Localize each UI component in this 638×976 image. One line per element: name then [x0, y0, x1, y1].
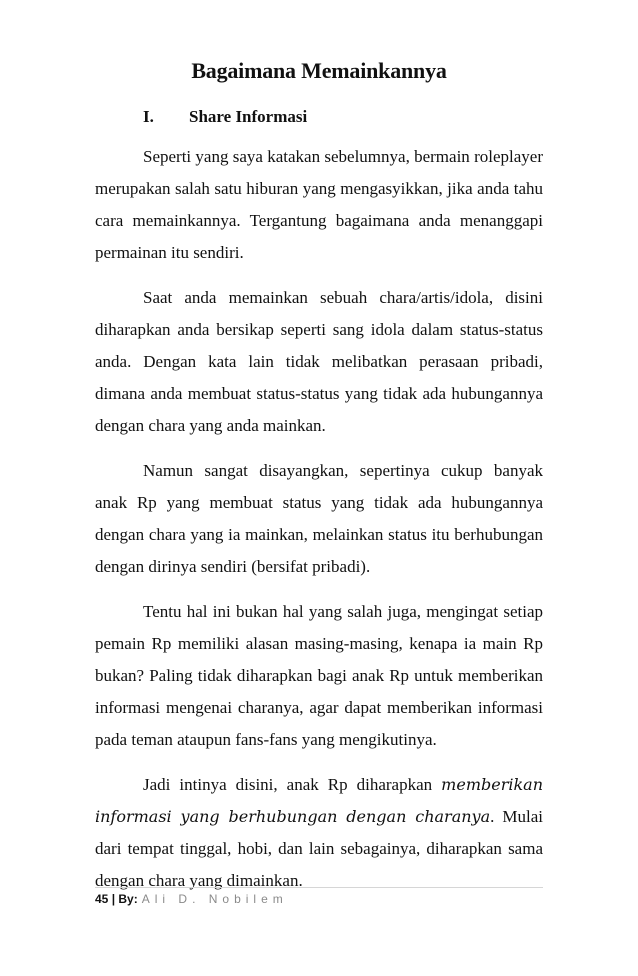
paragraph-5	[95, 769, 543, 897]
footer-separator: |	[108, 892, 119, 906]
page-number: 45	[95, 892, 109, 906]
body-text	[95, 141, 543, 910]
paragraph-4: Tentu hal ini bukan hal yang salah juga, mengingat setiap pemain Rp memiliki alasan masing-masing, kenapa ia main Rp bukan? Paling tidak diharapkan bagi anak Rp untuk memberikan informasi mengenai charanya, agar dapat memberikan informasi pada teman ataupun fans-fans yang mengikutinya.	[95, 602, 543, 749]
section-label: Share Informasi	[189, 107, 308, 126]
paragraph-1: Seperti yang saya katakan sebelumnya, bermain roleplayer merupakan salah satu hiburan yang mengasyikkan, jika anda tahu cara memainkannya. Tergantung bagaimana anda menanggapi permainan itu sendiri.	[95, 147, 543, 262]
paragraph-5-end: . Mulai dari tempat tinggal, hobi, dan lain sebagainya, diharapkan sama dengan chara yang dimainkan.	[95, 807, 544, 890]
by-label: By:	[118, 892, 138, 906]
section-number: I.	[143, 107, 154, 126]
page-footer	[95, 892, 288, 906]
section-heading	[143, 107, 307, 127]
footer-divider	[95, 887, 543, 888]
emphasis-text: memberikan informasi yang berhubungan dengan charanya	[95, 775, 543, 826]
page-title: Bagaimana Memainkannya	[191, 58, 447, 83]
paragraph-2: Saat anda memainkan sebuah chara/artis/idola, disini diharapkan anda bersikap seperti sang idola dalam status-status anda. Dengan kata lain tidak melibatkan perasaan pribadi, dimana anda membuat status-status yang tidak ada hubungannya dengan chara yang anda mainkan.	[95, 288, 543, 435]
author-name: Ali D. Nobilem	[141, 892, 288, 906]
paragraph-5-start: Jadi intinya disini, anak Rp diharapkan	[143, 775, 442, 794]
paragraph-3: Namun sangat disayangkan, sepertinya cukup banyak anak Rp yang membuat status yang tidak ada hubungannya dengan chara yang ia mainkan, melainkan status itu berhubungan dengan dirinya sendiri (bersifat pribadi).	[95, 461, 543, 576]
